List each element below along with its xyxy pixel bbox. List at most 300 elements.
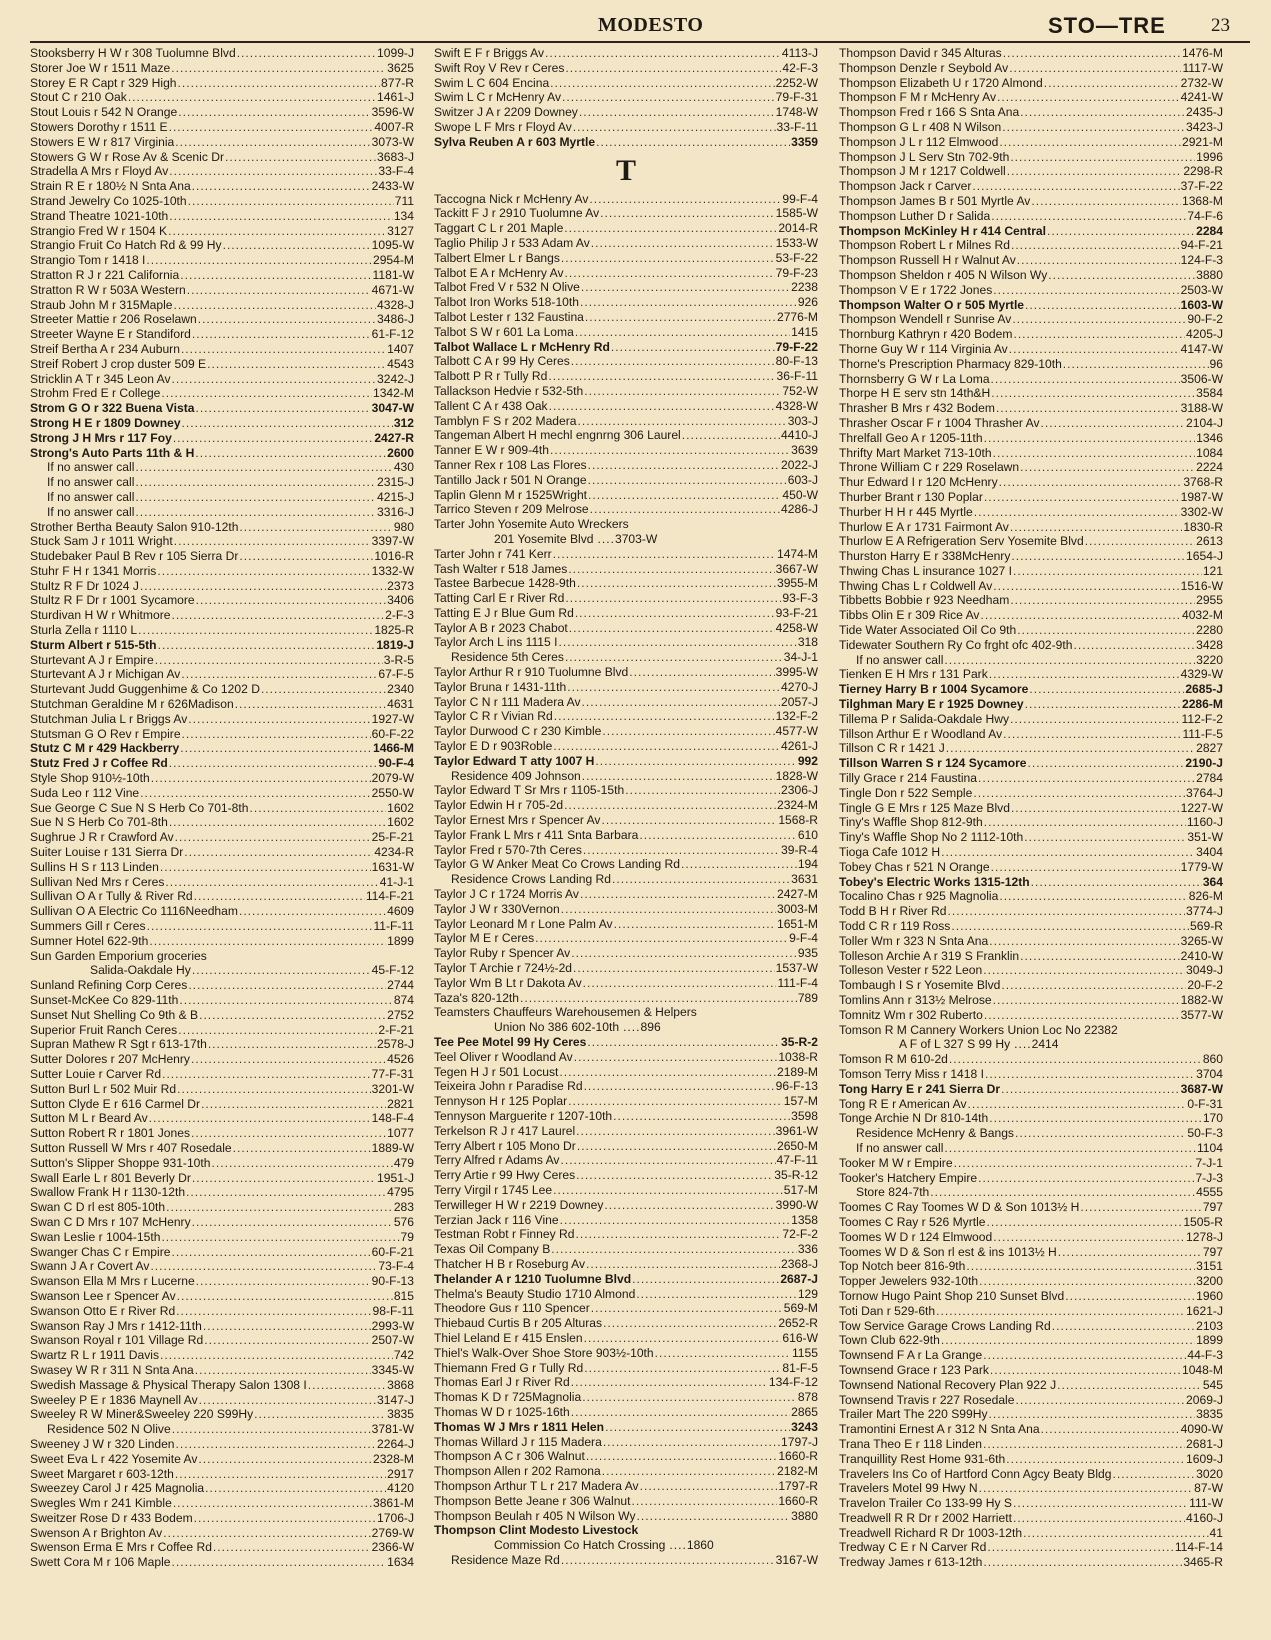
listing-phone: 3835 [387,1407,414,1422]
listing-name: Tooker's Hatchery Empire [839,1170,978,1185]
leader-dots [205,1481,386,1496]
leader-dots [972,179,1179,194]
leader-dots [173,431,374,446]
listing-name: Sweet Margaret r 603-12th [30,1466,174,1481]
listing-entry [434,1464,818,1479]
listing-entry [30,889,414,904]
listing-entry [839,61,1223,76]
directory-column-2 [434,46,818,1568]
listing-phone: 450-W [782,487,818,502]
listing-name: Swift Roy V Rev r Ceres [434,60,565,75]
listing-entry [434,769,818,784]
listing-name: Residence 502 N Olive [47,1422,171,1437]
listing-entry [839,194,1223,209]
listing-entry [434,621,818,636]
listing-entry [434,1449,818,1464]
listing-name: Talbott C A r 99 Hy Ceres [434,354,570,369]
leader-dots [1017,623,1195,638]
listing-name: Stout C r 210 Oak [30,90,127,105]
listing-phone: 2821 [387,1096,414,1111]
listing-phone: 4795 [387,1185,414,1200]
listing-name: Stowers Dorothy r 1511 E [30,119,168,134]
listing-entry [839,1097,1223,1112]
listing-name: Tanner E W r 909-4th [434,443,549,458]
leader-dots [158,638,376,653]
listing-name: Swanson Lee r Spencer Av [30,1288,176,1303]
listing-name: Treadwell Richard R Dr 1003-12th [839,1525,1023,1540]
listing-phone: 1568-R [778,813,818,828]
listing-phone: 2503-W [1180,282,1223,297]
leader-dots [575,325,790,340]
listing-phone: 2744 [387,978,414,993]
listing-name: Thompson Robert L r Milnes Rd [839,238,1010,253]
listing-entry [839,845,1223,860]
listing-phone: 711 [394,193,414,208]
listing-entry [839,505,1223,520]
listing-phone: 752-W [782,383,818,398]
listing-name: Tennyson H r 125 Poplar [434,1094,568,1109]
listing-name: Terzian Jack r 116 Vine [434,1212,559,1227]
listing-entry [839,1171,1223,1186]
listing-phone: 3200 [1196,1274,1223,1289]
listing-phone: 2550-W [371,785,414,800]
listing-entry [434,1168,818,1183]
listing-entry [30,534,414,549]
listing-name: Residence Crows Landing Rd [451,872,611,887]
listing-phone: 878 [797,1390,818,1405]
leader-dots [999,135,1181,150]
listing-phone: 1951-J [377,1170,414,1185]
listing-entry [839,667,1223,682]
listing-name: Strother Bertha Beauty Salon 910-12th [30,519,239,534]
listing-name: Stout Louis r 542 N Orange [30,105,178,120]
listing-name: Thurlow E A Refrigeration Serv Yosemite Blvd [839,534,1084,549]
listing-phone: 4270-J [781,679,818,694]
listing-entry [30,934,414,949]
listing-name: Thompson James B r 501 Myrtle Av [839,193,1031,208]
listing-phone: 9-F-4 [789,931,818,946]
listing-entry [839,1215,1223,1230]
listing-entry [30,179,414,194]
leader-dots [151,771,371,786]
listing-name: Strand Theatre 1021-10th [30,208,169,223]
listing-phone: 3167-W [775,1552,818,1567]
listing-phone: 3596-W [371,105,414,120]
listing-name: Swann J A r Covert Av [30,1259,150,1274]
listing-phone: 4032-M [1181,608,1223,623]
listing-entry [30,1230,414,1245]
leader-dots [1112,1467,1195,1482]
listing-name: Swartz R L r 1911 Davis [30,1348,160,1363]
listing-name: Sweet Eva L r 422 Yosemite Av [30,1451,198,1466]
listing-phone: 569-M [783,1301,818,1316]
listing-phone: 1828-W [775,768,818,783]
listing-phone: 517-M [783,1182,818,1197]
leader-dots [188,712,370,727]
listing-name: Tilghman Mary E r 1925 Downey [839,697,1024,712]
leader-dots [191,1126,386,1141]
listing-name: Thompson Allen r 202 Ramona [434,1464,601,1479]
listing-phone: 1654-J [1186,549,1223,564]
leader-dots [600,206,775,221]
listing-phone: 1651-M [776,916,818,931]
listing-phone: 79 [400,1229,414,1244]
listing-name: Tanner Rex r 108 Las Flores [434,457,587,472]
leader-dots [577,576,776,591]
listing-entry [30,904,414,919]
leader-dots [261,682,386,697]
listing-phone: 4113-J [781,46,818,60]
listing-phone: 877-R [381,75,414,90]
listing-phone: 1016-R [374,549,414,564]
listing-phone: 3835 [1196,1407,1223,1422]
listing-entry [434,1124,818,1139]
listing-entry [434,754,818,769]
listing-name: Taggart C L r 201 Maple [434,221,564,236]
leader-dots [171,1555,386,1570]
listing-name: Taylor Edward T atty 1007 H [434,753,595,768]
listing-name: Thompson Arthur T L r 217 Madera Av [434,1478,639,1493]
listing-entry [434,1509,818,1524]
listing-name: Swanson Ella M Mrs r Lucerne [30,1274,195,1289]
listing-entry [30,638,414,653]
listing-entry [434,1316,818,1331]
listing-entry [434,1198,818,1213]
listing-entry [30,949,414,964]
leader-dots [171,61,386,76]
listing-name: Theodore Gus r 110 Spencer [434,1301,590,1316]
listing-entry [30,46,414,61]
listing-entry [839,283,1223,298]
listing-entry [434,325,818,340]
listing-phone: 41-J-1 [379,874,414,889]
listing-phone: 742 [393,1348,414,1363]
listing-phone: 4631 [387,697,414,712]
listing-name: Travelers Motel 99 Hwy N [839,1481,978,1496]
listing-phone: 3242-J [377,371,414,386]
listing-name: Thiebaud Curtis B r 205 Alturas [434,1316,603,1331]
listing-phone: 3188-W [1180,401,1223,416]
listing-entry [30,1126,414,1141]
leader-dots [249,801,386,816]
listing-entry [434,946,818,961]
listing-name: Townsend National Recovery Plan 922 J [839,1377,1057,1392]
listing-name: Thrifty Mart Market 713-10th [839,445,992,460]
leader-dots [149,934,386,949]
listing-entry [434,606,818,621]
listing-name: Tomnitz Wm r 302 Ruberto [839,1007,983,1022]
listing-entry [30,1304,414,1319]
listing-name: Talbot E A r McHenry Av [434,265,564,280]
listing-entry [30,845,414,860]
leader-dots [1044,76,1180,91]
listing-entry [434,399,818,414]
listing-name: Taylor Durwood C r 230 Kimble [434,724,602,739]
listing-name: Commission Co Hatch Crossing [494,1538,666,1553]
listing-entry [30,490,414,505]
listing-phone: 1889-W [371,1140,414,1155]
listing-entry [30,505,414,520]
listing-phone: 2315-J [377,475,414,490]
listing-phone: 3359 [791,134,818,149]
leader-dots [1025,298,1180,313]
listing-entry [30,815,414,830]
leader-dots [1011,238,1180,253]
leader-dots [140,786,370,801]
listing-phone: 2732-W [1180,75,1223,90]
listing-entry [839,76,1223,91]
listing-phone: 1585-W [775,206,818,221]
listing-name: Talbot Fred V r 532 N Olive [434,280,580,295]
listing-name: Thrasher Oscar F r 1004 Thrasher Av [839,415,1040,430]
leader-dots [161,386,372,401]
listing-name: Switzer J A r 2209 Downey [434,105,578,120]
listing-phone: 74-F-6 [1187,208,1223,223]
leader-dots [571,946,797,961]
listing-phone: 1899 [1196,1333,1223,1348]
leader-dots [580,295,797,310]
listing-phone: 121 [1202,563,1223,578]
listing-phone: 94-F-21 [1180,238,1223,253]
listing-name: Tobey Chas r 521 N Orange [839,859,990,874]
listing-entry [30,1008,414,1023]
leader-dots [1085,534,1195,549]
listing-entry [30,1452,414,1467]
leader-dots [1001,1082,1180,1097]
listing-phone: 3703-W [614,531,658,546]
leader-dots [991,209,1186,224]
listing-entry [839,1526,1223,1541]
listing-name: Streeter Mattie r 206 Roselawn [30,312,197,327]
listing-phone: 569-R [1190,919,1223,934]
leader-dots [930,1185,1195,1200]
leader-dots [946,741,1195,756]
listing-entry [839,771,1223,786]
listing-phone: 1860 [686,1538,714,1553]
listing-name: Toomes W D r 124 Elmwood [839,1229,993,1244]
listing-entry [839,593,1223,608]
leader-dots [1025,697,1181,712]
leader-dots [1020,105,1185,120]
listing-name: Supran Mathew R Sgt r 613-17th [30,1037,207,1052]
listing-name: Swift E F r Briggs Av [434,46,544,60]
listing-phone: 2769-W [371,1525,414,1540]
listing-phone: 4286-J [781,502,818,517]
listing-phone: 1346 [1196,430,1223,445]
listing-name: If no answer call [47,460,135,475]
leader-dots [163,1526,370,1541]
leader-dots [582,1390,797,1405]
listing-name: Teamsters Chauffeurs Warehousemen & Helpers [434,1005,697,1020]
listing-phone: 111-F-5 [1182,726,1223,741]
leader-dots [213,1540,371,1555]
listing-phone: 134 [393,208,414,223]
leader-dots [979,1481,1193,1496]
listing-entry [434,1479,818,1494]
leader-dots [181,342,386,357]
listing-phone: 1077 [387,1126,414,1141]
leader-dots [147,919,373,934]
listing-name: Swedish Massage & Physical Therapy Salon 1308 I [30,1377,307,1392]
listing-name: Storey E R Capt r 329 High [30,75,177,90]
listing-name: Thompson Fred r 166 S Snta Ana [839,105,1020,120]
listing-entry [839,1111,1223,1126]
listing-entry [30,801,414,816]
leader-dots [554,709,775,724]
leader-dots [177,1289,393,1304]
leader-dots [212,1156,393,1171]
listing-entry [839,638,1223,653]
leader-dots [1031,194,1181,209]
listing-phone: 41 [1209,1525,1223,1540]
listing-phone: 3486-J [377,312,414,327]
listing-entry [30,771,414,786]
listing-name: Tomson R M 610-2d [839,1052,948,1067]
listing-name: Tomson Terry Miss r 1418 I [839,1066,984,1081]
listing-entry [839,756,1223,771]
leader-dots [1007,164,1183,179]
listing-phone: 34-J-1 [783,650,818,665]
listing-name: Suda Leo r 112 Vine [30,785,140,800]
leader-dots [993,579,1179,594]
listing-phone: 1634 [387,1555,414,1570]
listing-phone: 4241-W [1180,90,1223,105]
leader-dots [169,120,374,135]
listing-entry [30,875,414,890]
listing-name: Sweitzer Rose D r 433 Bodem [30,1510,193,1525]
listing-entry [30,209,414,224]
listing-phone: 2280 [1196,623,1223,638]
listing-phone: 4215-J [377,489,414,504]
listing-name: Sweeley R W Miner&Sweeley 220 S99Hy [30,1407,254,1422]
leader-dots [611,340,775,355]
listing-entry [839,416,1223,431]
leader-dots [1029,682,1184,697]
listing-name: Sweeley P E r 1836 Maynell Av [30,1392,198,1407]
listing-name: Taylor E D r 903Roble [434,739,553,754]
leader-dots [192,1171,376,1186]
listing-entry [30,431,414,446]
leader-dots [180,268,371,283]
listing-entry [30,667,414,682]
listing-entry [839,1467,1223,1482]
listing-entry [434,650,818,665]
leader-dots [135,460,392,475]
listing-entry [839,875,1223,890]
listing-entry [434,251,818,266]
listing-phone: 3577-W [1180,1007,1223,1022]
listing-entry [434,1405,818,1420]
listing-name: Tobey's Electric Works 1315-12th [839,874,1030,889]
leader-dots [614,917,776,932]
listing-entry [30,416,414,431]
leader-dots [973,786,1185,801]
leader-dots [632,1272,779,1287]
leader-dots [984,490,1180,505]
listing-phone: 2306-J [781,783,818,798]
listing-name: Stowers G W r Rose Av & Scenic Dr [30,149,225,164]
listing-entry [434,576,818,591]
listing-name: Thomas K D r 725Magnolia [434,1390,582,1405]
listing-name: Toti Dan r 529-6th [839,1303,936,1318]
leader-dots [579,105,775,120]
listing-entry [839,919,1223,934]
listing-phone: 896 [640,1020,661,1035]
leader-dots [166,1200,393,1215]
leader-dots [639,828,796,843]
leader-dots [576,1168,773,1183]
listing-entry [434,1050,818,1065]
listing-entry [839,224,1223,239]
listing-phone: 45-F-12 [371,963,414,978]
listing-entry [839,712,1223,727]
listing-name: Thomas Willard J r 115 Madera [434,1434,602,1449]
listing-entry [839,534,1223,549]
leader-dots [605,1420,790,1435]
listing-entry [839,520,1223,535]
listing-name: Sullivan Ned Mrs r Ceres [30,874,165,889]
leader-dots [1003,46,1181,61]
listing-entry [839,741,1223,756]
range-heading: STO—TRE [1048,13,1166,38]
listing-phone: 616-W [782,1330,818,1345]
listing-entry [434,1227,818,1242]
listing-name: Travelers Ins Co of Hartford Conn Agcy Beaty Bldg [839,1466,1112,1481]
leader-dots [186,1185,386,1200]
listing-entry [434,872,818,887]
listing-entry [839,934,1223,949]
listing-entry [434,458,818,473]
listing-name: Terry Albert r 105 Mono Dr [434,1138,576,1153]
leader-dots [583,843,780,858]
listing-phone: 0-F-31 [1187,1096,1223,1111]
listing-name: Sturtevant A J r Michigan Av [30,667,181,682]
listing-phone: 3961-W [775,1123,818,1138]
listing-name: Tastee Barbecue 1428-9th [434,576,576,591]
listing-name: Thompson Clint Modesto Livestock [434,1523,639,1538]
listing-phone: 4234-R [374,845,414,860]
listing-name: Tangeman Albert H mechl engnrng 306 Laurel [434,428,681,443]
leader-dots [187,283,371,298]
leader-dots [1013,327,1185,342]
listing-entry [434,192,818,207]
listing-name: Sutton M L r Beard Av [30,1111,148,1126]
listing-entry [30,1037,414,1052]
page-header [30,12,1270,42]
listing-entry [30,1526,414,1541]
listing-name: Tibbetts Bobbie r 923 Needham [839,593,1010,608]
listing-phone: 3631 [791,872,818,887]
listing-entry [30,1067,414,1082]
leader-dots [601,813,777,828]
listing-entry [839,963,1223,978]
leader-dots [984,1008,1180,1023]
listing-entry [434,665,818,680]
listing-phone: 303-J [787,413,818,428]
listing-entry [434,354,818,369]
listing-entry [434,1435,818,1450]
leader-dots [640,1479,778,1494]
listing-phone: 90-F-13 [371,1274,414,1289]
listing-entry [839,682,1223,697]
listing-phone: 2865 [791,1404,818,1419]
listing-phone: 430 [393,460,414,475]
listing-name: Sutton Burl L r 502 Muir Rd [30,1081,177,1096]
leader-dots [1020,460,1195,475]
leader-dots [135,490,376,505]
leader-dots [587,1035,780,1050]
listing-entry [30,697,414,712]
